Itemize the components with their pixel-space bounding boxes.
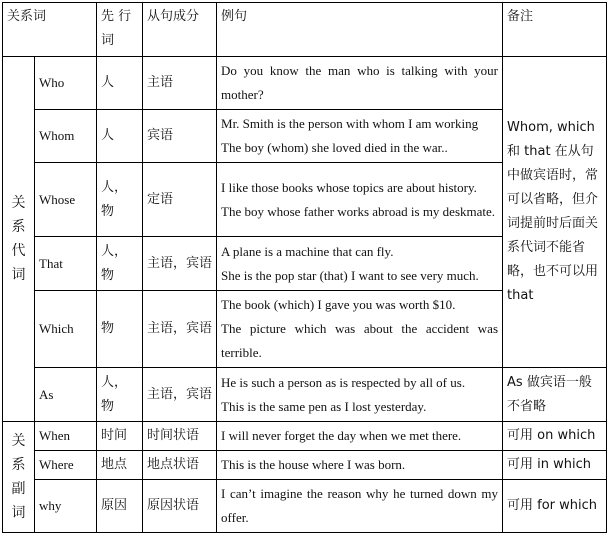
header-row <box>3 3 607 57</box>
example-sentence: The book (which) I gave you was worth $10. <box>221 297 456 312</box>
example-why <box>217 480 503 533</box>
example-which <box>217 291 503 368</box>
word-who: Who <box>35 57 97 110</box>
category-char: 系 <box>11 219 26 235</box>
word-whom: Whom <box>35 110 97 163</box>
header-note: 备注 <box>503 3 607 57</box>
note-where: 可用 in which <box>503 451 607 480</box>
category-char: 词 <box>11 505 26 521</box>
role-whom: 宾语 <box>143 110 217 163</box>
example-sentence: This is the house where I was born. <box>221 457 406 472</box>
example-sentence: I like those books whose topics are about history. <box>221 179 477 195</box>
role-who: 主语 <box>143 57 217 110</box>
category-char: 代 <box>11 243 26 259</box>
note-as: As 做宾语一般不省略 <box>503 368 607 422</box>
word-whose: Whose <box>35 163 97 237</box>
example-whose <box>217 163 503 237</box>
role-when: 时间状语 <box>143 422 217 451</box>
antecedent-as: 人，物 <box>97 368 143 422</box>
example-that <box>217 237 503 291</box>
role-that: 主语，宾语 <box>143 237 217 291</box>
word-where: Where <box>35 451 97 480</box>
category-char: 词 <box>11 267 26 283</box>
word-that: That <box>35 237 97 291</box>
table-row <box>3 368 607 422</box>
table-row <box>3 57 607 110</box>
example-sentence: This is the same pen as I lost yesterday. <box>221 398 427 414</box>
word-which: Which <box>35 291 97 368</box>
example-sentence: The boy whose father works abroad is my deskmate. <box>221 203 496 219</box>
role-whose: 定语 <box>143 163 217 237</box>
note-when: 可用 on which <box>503 422 607 451</box>
example-whom <box>217 110 503 163</box>
example-as <box>217 368 503 422</box>
example-sentence: I can’t imagine the reason why he turned down my offer. <box>221 486 499 525</box>
header-clause-role: 从句成分 <box>143 3 217 57</box>
category-char: 副 <box>11 481 26 497</box>
example-sentence: I will never forget the day when we met there. <box>221 428 462 443</box>
antecedent-where: 地点 <box>97 451 143 480</box>
role-where: 地点状语 <box>143 451 217 480</box>
relative-word-table <box>2 2 607 533</box>
role-as: 主语，宾语 <box>143 368 217 422</box>
table-row <box>3 422 607 451</box>
category-char: 关 <box>11 433 26 449</box>
header-relative-word: 关系词 <box>3 3 97 57</box>
example-when <box>217 422 503 451</box>
example-where <box>217 451 503 480</box>
example-sentence: The picture which was about the accident was terrible. <box>221 321 499 360</box>
role-which: 主语，宾语 <box>143 291 217 368</box>
example-sentence: She is the pop star (that) I want to see very much. <box>221 267 479 283</box>
table-row <box>3 451 607 480</box>
example-sentence: Do you know the man who is talking with your mother? <box>221 63 499 102</box>
category-char: 关 <box>11 195 26 211</box>
example-sentence: Mr. Smith is the person with whom I am working <box>221 116 479 131</box>
example-sentence: He is such a person as is respected by all of us. <box>221 374 466 390</box>
antecedent-which: 物 <box>97 291 143 368</box>
antecedent-whom: 人 <box>97 110 143 163</box>
word-why: why <box>35 480 97 533</box>
category-relative-adverb <box>3 422 35 533</box>
header-example: 例句 <box>217 3 503 57</box>
example-sentence: A plane is a machine that can fly. <box>221 243 394 259</box>
header-antecedent: 先 行 词 <box>97 3 143 57</box>
antecedent-who: 人 <box>97 57 143 110</box>
role-why: 原因状语 <box>143 480 217 533</box>
antecedent-why: 原因 <box>97 480 143 533</box>
antecedent-when: 时间 <box>97 422 143 451</box>
table-row <box>3 480 607 533</box>
category-char: 系 <box>11 457 26 473</box>
word-as: As <box>35 368 97 422</box>
example-sentence: The boy (whom) she loved died in the war.. <box>221 140 448 155</box>
example-who <box>217 57 503 110</box>
note-why: 可用 for which <box>503 480 607 533</box>
antecedent-whose: 人，物 <box>97 163 143 237</box>
word-when: When <box>35 422 97 451</box>
antecedent-that: 人，物 <box>97 237 143 291</box>
category-relative-pronoun <box>3 57 35 422</box>
note-whom-which: Whom, which和 that 在从句中做宾语时，常可以省略，但介词提前时后面关系代词不能省略，也不可以用 that <box>503 57 607 368</box>
